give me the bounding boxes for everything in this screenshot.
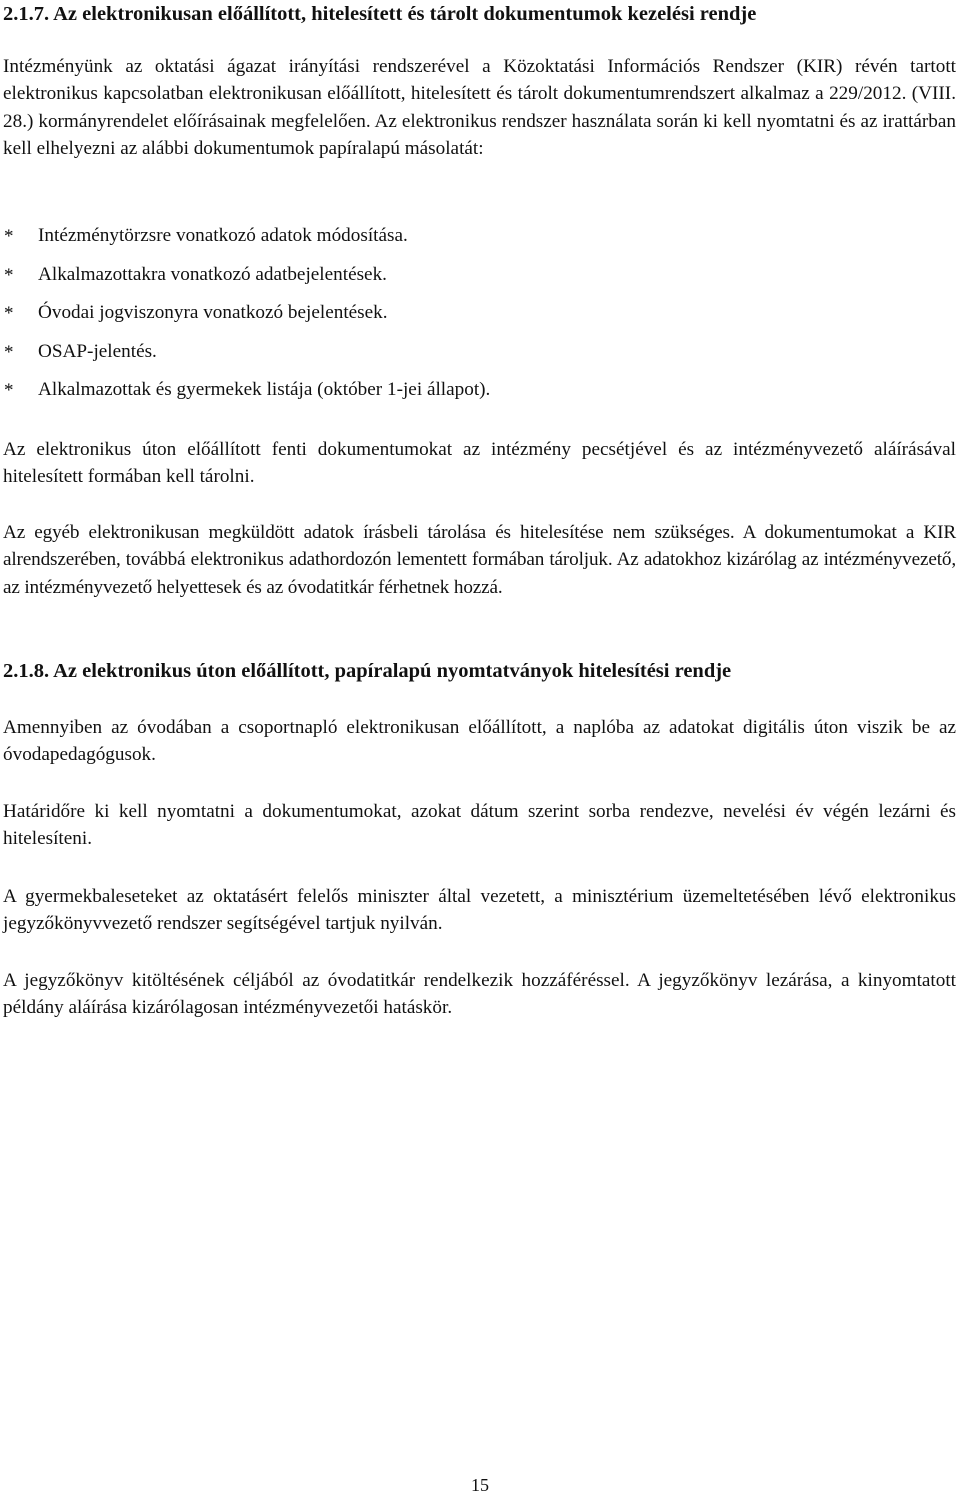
section-heading-2-1-7: 2.1.7. Az elektronikusan előállított, hitelesített és tárolt dokumentumok kezelési rendje bbox=[3, 3, 757, 25]
section-heading-2-1-8: 2.1.8. Az elektronikus úton előállított, papíralapú nyomtatványok hitelesítési rendje bbox=[3, 660, 732, 682]
paragraph-accidents: A gyermekbaleseteket az oktatásért felelős miniszter által vezetett, a minisztérium üzemeltetésében lévő elektronikus jegyzőkönyvvezető rendszer segítségével tartjuk nyilván. bbox=[3, 886, 956, 935]
asterisk-bullet-icon: * bbox=[4, 341, 14, 363]
asterisk-bullet-icon: * bbox=[4, 264, 14, 286]
asterisk-bullet-icon: * bbox=[4, 226, 14, 247]
paragraph-kir-intro: Intézményünk az oktatási ágazat irányítási rendszerével a Közoktatási Információs Rendszer (KIR) révén tartott elektronikus kapcsolatban elektronikusan előállított, hitelesített és tárolt dokumentumrendszert alkalmaz a 229/2012. (VIII. 28.) kormányrendelet előírásainak megfelelően. Az elektronikus rendszer használata során ki kell nyomtatni és az irattárban kell elhelyezni az alábbi dokumentumok papíralapú másolatát: bbox=[3, 56, 956, 159]
paragraph-group-diary: Amennyiben az óvodában a csoportnapló elektronikusan előállított, a naplóba az adatokat digitális úton viszik be az óvodapedagógusok. bbox=[3, 717, 956, 766]
paragraph-deadline: Határidőre ki kell nyomtatni a dokumentumokat, azokat dátum szerint sorba rendezve, nevelési év végén lezárni és hitelesíteni. bbox=[3, 801, 956, 850]
paragraph-authentication: Az elektronikus úton előállított fenti dokumentumokat az intézmény pecsétjével és az intézményvezető aláírásával hitelesített formában kell tárolni. bbox=[3, 439, 956, 488]
document-page: 2.1.7. Az elektronikusan előállított, hitelesített és tárolt dokumentumok kezelési rendje Intézményünk az oktatási ágazat irányítási rendszerével a Közoktatási Információs Rendszer (KIR) révén tartott elektronikus kapcsolatban elektronikusan előállított, hitelesített és tárolt dokumentumrendszert alkalmaz a 229/2012. (VIII. 28.) kormányrendelet előírásainak megfelelően. Az elektronikus rendszer használata során ki kell nyomtatni és az irattárban kell elhelyezni az alábbi dokumentumok papíralapú másolatát: * Intézménytörzsre vonatkozó adatok módosítása. * Alkalmazottakra vonatkozó adatbejelentések. * Óvodai jogviszonyra vonatkozó bejelentések. * OSAP-jelentés. * Alkalmazottak és gyermekek listája (október 1-jei állapot). Az elektronikus úton előállított fenti dokumentumokat az intézmény pecsétjével és az intézményvezető aláírásával hitelesített formában kell tárolni. Az egyéb elektronikusan megküldött adatok írásbeli tárolása és hitelesítése nem szükséges. A dokumentumokat a KIR alrendszerében, továbbá elektronikus adathordozón lementett formában tároljuk. Az adatokhoz kizárólag az intézményvezető, az intézményvezető helyettesek és az óvodatitkár férhetnek hozzá. 2.1.8. Az elektronikus úton előállított, papíralapú nyomtatványok hitelesítési rendje Amennyiben az óvodában a csoportnapló elektronikusan előállított, a naplóba az adatokat digitális úton viszik be az óvodapedagógusok. Határidőre ki kell nyomtatni a dokumentumokat, azokat dátum szerint sorba rendezve, nevelési év végén lezárni és hitelesíteni. A gyermekbaleseteket az oktatásért felelős miniszter által vezetett, a minisztérium üzemeltetésében lévő elektronikus jegyzőkönyvvezető rendszer segítségével tartjuk nyilván. A jegyzőkönyv kitöltésének céljából az óvodatitkár rendelkezik hozzáféréssel. A jegyzőkönyv lezárása, a kinyomtatott példány aláírása kizárólagosan intézményvezetői hatáskör. 15 bbox=[0, 0, 960, 1497]
asterisk-bullet-icon: * bbox=[4, 303, 14, 325]
page-number: 15 bbox=[471, 1475, 489, 1495]
asterisk-bullet-icon: * bbox=[4, 380, 14, 402]
paragraph-storage: Az egyéb elektronikusan megküldött adatok írásbeli tárolása és hitelesítése nem szükséges. A dokumentumokat a KIR alrendszerében, továbbá elektronikus adathordozón lementett formában tároljuk. Az adatokhoz kizárólag az intézményvezető, az intézményvezető helyettesek és az óvodatitkár férhetnek hozzá. bbox=[3, 522, 956, 598]
paragraph-minutes: A jegyzőkönyv kitöltésének céljából az óvodatitkár rendelkezik hozzáféréssel. A jegyzőkönyv lezárása, a kinyomtatott példány aláírása kizárólagosan intézményvezetői hatáskör. bbox=[3, 970, 956, 1019]
